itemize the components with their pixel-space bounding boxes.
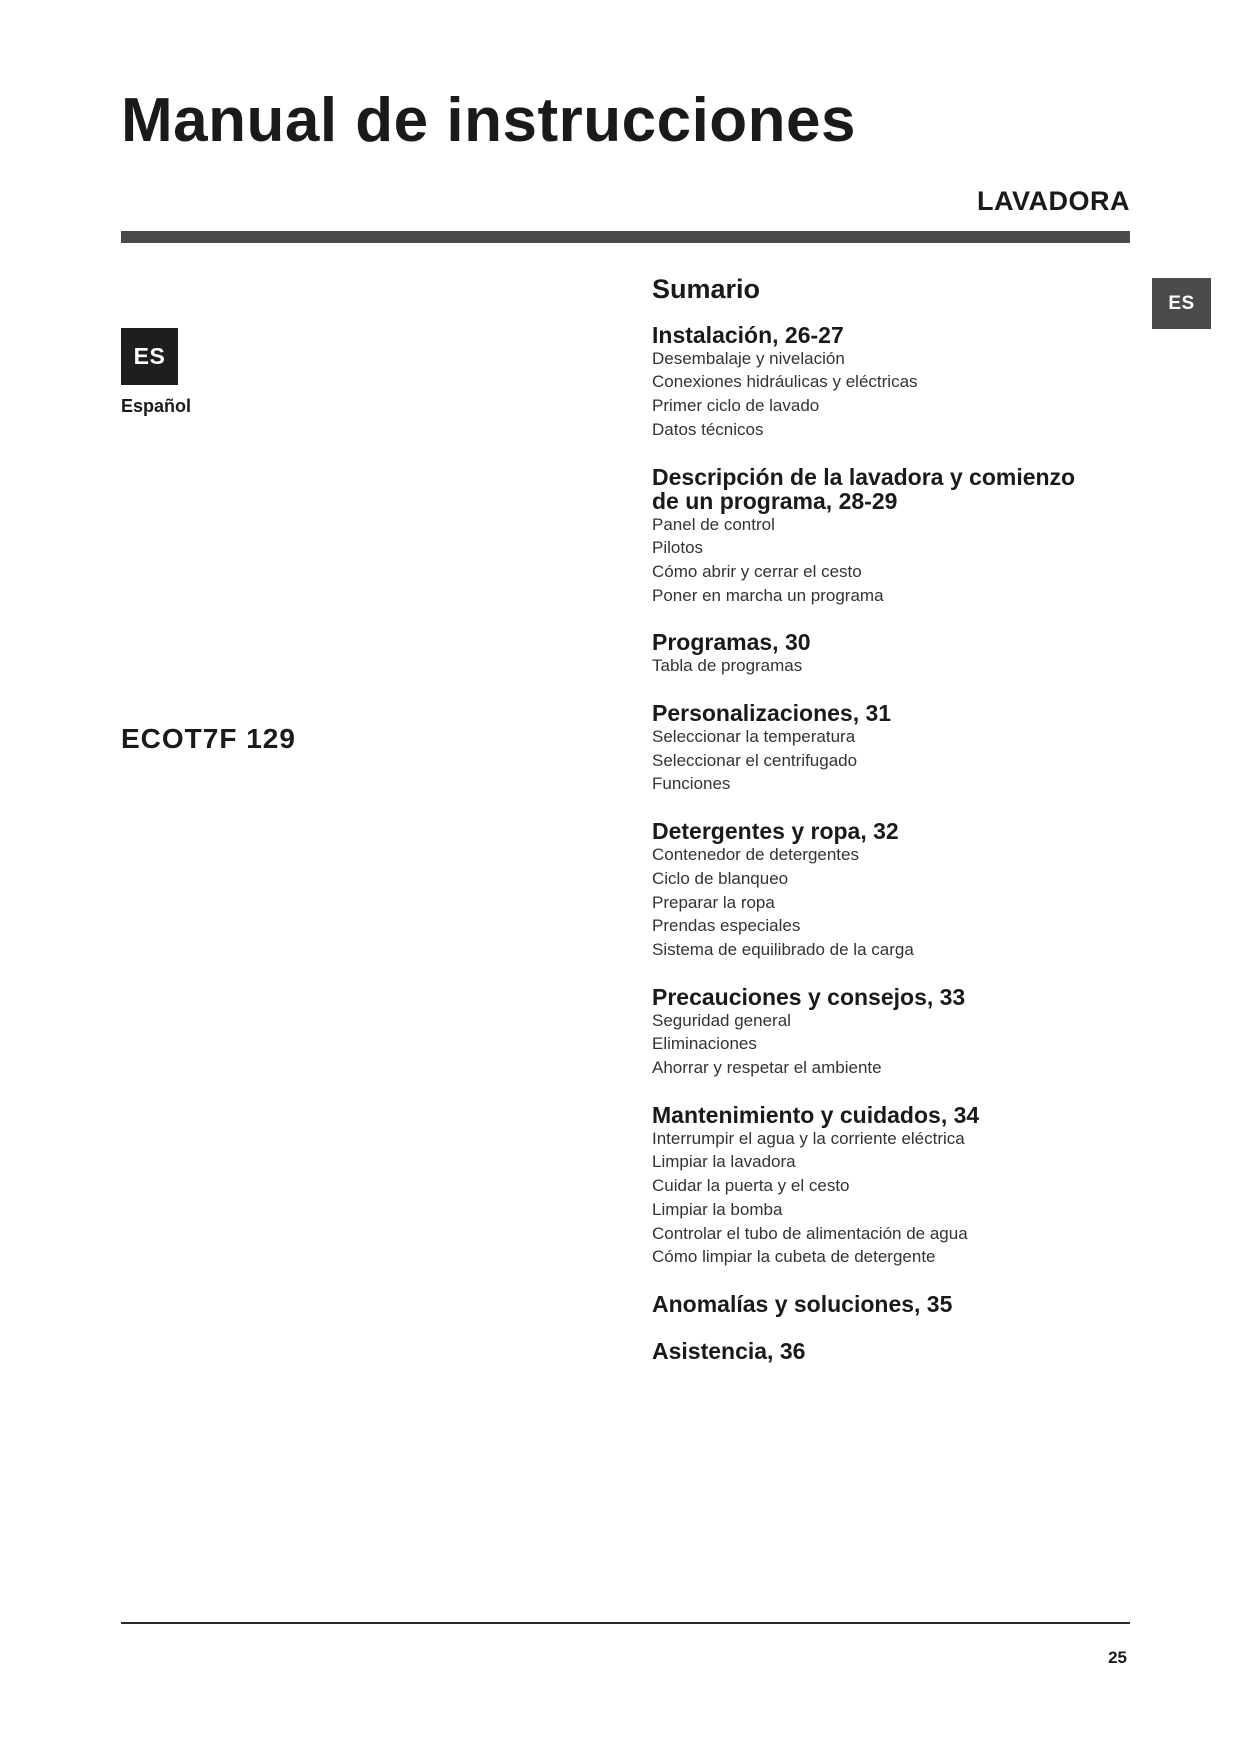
toc-item[interactable]: Panel de control: [652, 514, 775, 534]
toc-section-heading[interactable]: Asistencia, 36: [652, 1337, 806, 1364]
toc-item[interactable]: Seleccionar la temperatura: [652, 727, 856, 747]
toc-item[interactable]: Contenedor de detergentes: [652, 845, 859, 865]
toc-item[interactable]: Seleccionar el centrifugado: [652, 750, 858, 770]
table-of-contents: [652, 275, 1132, 1386]
toc-item[interactable]: Ciclo de blanqueo: [652, 868, 789, 888]
toc-item[interactable]: Desembalaje y nivelación: [652, 348, 845, 368]
footer-divider: [121, 1622, 1130, 1624]
toc-section-mantenimiento: [652, 1103, 1132, 1269]
toc-item[interactable]: Poner en marcha un programa: [652, 585, 884, 605]
toc-item[interactable]: Pilotos: [652, 538, 704, 558]
toc-section-heading[interactable]: Personalizaciones, 31: [652, 700, 892, 727]
toc-item[interactable]: Cómo limpiar la cubeta de detergente: [652, 1247, 936, 1267]
toc-section-heading[interactable]: Detergentes y ropa, 32: [652, 818, 899, 845]
page-title: Manual de instrucciones: [121, 86, 857, 155]
toc-item[interactable]: Controlar el tubo de alimentación de agua: [652, 1223, 968, 1243]
toc-section-asistencia: [652, 1339, 1132, 1363]
toc-section-heading[interactable]: Mantenimiento y cuidados, 34: [652, 1101, 980, 1128]
language-label: Español: [121, 396, 192, 416]
toc-section-heading[interactable]: Instalación, 26-27: [652, 321, 844, 348]
toc-section-anomalias: [652, 1292, 1132, 1316]
toc-section-heading[interactable]: [652, 465, 1132, 513]
toc-item[interactable]: Conexiones hidráulicas y eléctricas: [652, 372, 918, 392]
toc-section-instalacion: [652, 323, 1132, 442]
toc-section-precauciones: [652, 985, 1132, 1080]
toc-item[interactable]: Interrumpir el agua y la corriente eléctrica: [652, 1128, 965, 1148]
toc-section-heading[interactable]: Programas, 30: [652, 629, 811, 656]
page-number: 25: [1108, 1648, 1127, 1667]
toc-title: Sumario: [652, 274, 761, 304]
toc-section-detergentes: [652, 819, 1132, 962]
toc-section-heading[interactable]: Precauciones y consejos, 33: [652, 983, 966, 1010]
toc-item[interactable]: Datos técnicos: [652, 419, 764, 439]
toc-item[interactable]: Preparar la ropa: [652, 892, 775, 912]
toc-item[interactable]: Seguridad general: [652, 1010, 791, 1030]
toc-section-heading-line: de un programa, 28-29: [652, 487, 898, 514]
toc-item[interactable]: Primer ciclo de lavado: [652, 396, 820, 416]
toc-item[interactable]: Ahorrar y respetar el ambiente: [652, 1058, 882, 1078]
model-number: ECOT7F 129: [121, 723, 296, 754]
toc-section-personalizaciones: [652, 701, 1132, 796]
toc-item[interactable]: Prendas especiales: [652, 916, 801, 936]
toc-section-descripcion: [652, 465, 1132, 608]
toc-item[interactable]: Funciones: [652, 774, 731, 794]
toc-item[interactable]: Tabla de programas: [652, 656, 803, 676]
language-badge: ES: [121, 328, 178, 385]
toc-section-heading[interactable]: Anomalías y soluciones, 35: [652, 1290, 953, 1317]
toc-item[interactable]: Cómo abrir y cerrar el cesto: [652, 561, 862, 581]
toc-section-programas: [652, 630, 1132, 678]
toc-item[interactable]: Sistema de equilibrado de la carga: [652, 939, 914, 959]
toc-item[interactable]: Eliminaciones: [652, 1034, 757, 1054]
toc-item[interactable]: Cuidar la puerta y el cesto: [652, 1176, 850, 1196]
toc-section-heading-line: Descripción de la lavadora y comienzo: [652, 463, 1076, 490]
product-type: LAVADORA: [977, 186, 1130, 216]
toc-item[interactable]: Limpiar la lavadora: [652, 1152, 796, 1172]
header-divider-bar: [121, 231, 1130, 243]
toc-item[interactable]: Limpiar la bomba: [652, 1199, 783, 1219]
side-language-tab: ES: [1152, 278, 1211, 329]
